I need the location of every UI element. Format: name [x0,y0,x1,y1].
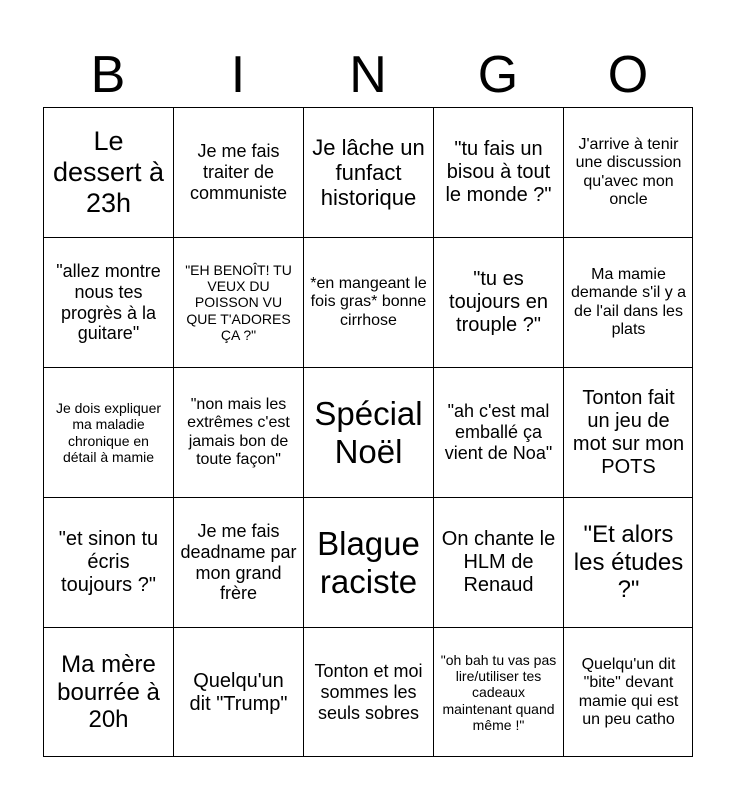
bingo-cell[interactable]: Quelqu'un dit "Trump" [173,627,303,757]
bingo-cell[interactable]: "EH BENOÎT! TU VEUX DU POISSON VU QUE T'ADORES ÇA ?" [173,237,303,367]
header-letter-i: I [230,46,246,104]
bingo-cell-free[interactable]: Spécial Noël [303,367,433,497]
bingo-cell[interactable]: On chante le HLM de Renaud [433,497,563,627]
bingo-cell[interactable]: Quelqu'un dit "bite" devant mamie qui est un peu catho [563,627,693,757]
bingo-cell[interactable]: "allez montre nous tes progrès à la guitare" [43,237,173,367]
bingo-cell[interactable]: Tonton et moi sommes les seuls sobres [303,627,433,757]
bingo-cell[interactable]: *en mangeant le fois gras* bonne cirrhose [303,237,433,367]
bingo-cell[interactable]: J'arrive à tenir une discussion qu'avec mon oncle [563,107,693,237]
bingo-cell[interactable]: "tu es toujours en trouple ?" [433,237,563,367]
bingo-cell[interactable]: Je dois expliquer ma maladie chronique en détail à mamie [43,367,173,497]
header-letter-n: N [349,46,387,104]
header-letter-o: O [607,46,649,104]
bingo-cell[interactable]: "oh bah tu vas pas lire/utiliser tes cadeaux maintenant quand même !" [433,627,563,757]
bingo-cell[interactable]: Le dessert à 23h [43,107,173,237]
bingo-cell[interactable]: Blague raciste [303,497,433,627]
bingo-board [43,107,693,757]
bingo-cell[interactable]: "tu fais un bisou à tout le monde ?" [433,107,563,237]
bingo-header [43,42,693,108]
bingo-cell[interactable]: Je me fais traiter de communiste [173,107,303,237]
bingo-cell[interactable]: Tonton fait un jeu de mot sur mon POTS [563,367,693,497]
bingo-cell[interactable]: Ma mamie demande s'il y a de l'ail dans les plats [563,237,693,367]
header-letter-b: B [90,46,126,104]
bingo-cell[interactable]: "et sinon tu écris toujours ?" [43,497,173,627]
bingo-cell[interactable]: "ah c'est mal emballé ça vient de Noa" [433,367,563,497]
header-letter-g: G [477,46,519,104]
bingo-cell[interactable]: "non mais les extrêmes c'est jamais bon de toute façon" [173,367,303,497]
bingo-cell[interactable]: "Et alors les études ?" [563,497,693,627]
bingo-cell[interactable]: Je lâche un funfact historique [303,107,433,237]
bingo-cell[interactable]: Ma mère bourrée à 20h [43,627,173,757]
bingo-cell[interactable]: Je me fais deadname par mon grand frère [173,497,303,627]
